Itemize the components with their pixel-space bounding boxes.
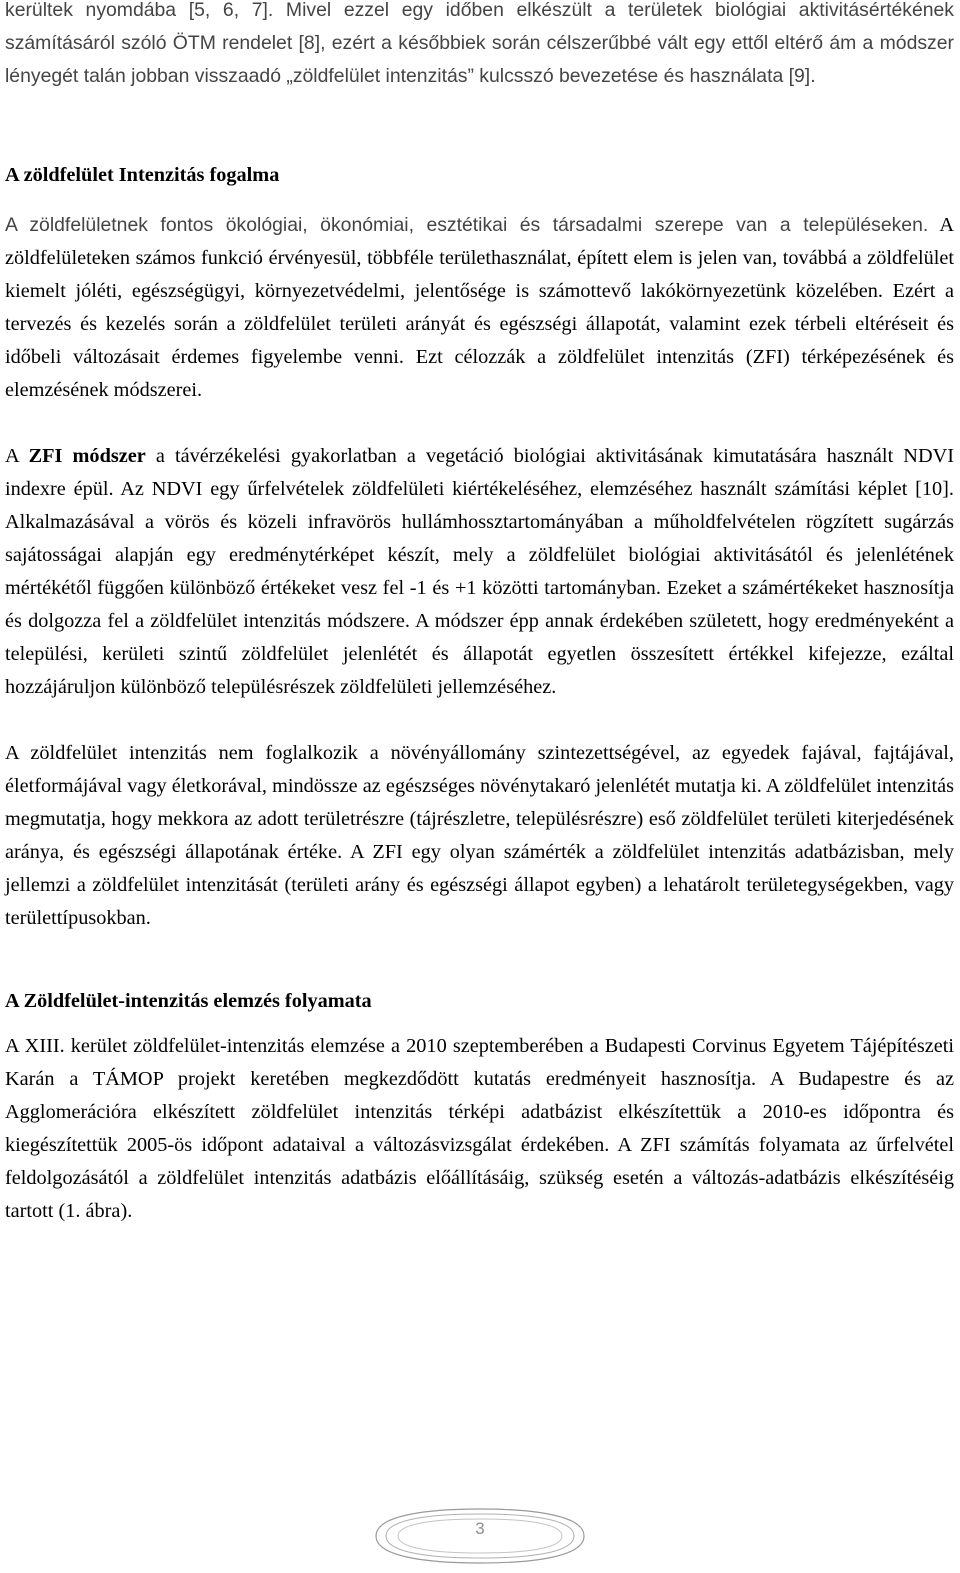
document-page [5, 0, 954, 1228]
section-heading-zfi-process: A Zöldfelület-intenzitás elemzés folyamata [5, 990, 372, 1012]
page-footer [368, 1505, 592, 1567]
paragraph-zfi-concept-lead: A zöldfelületnek fontos ökológiai, ökonómiai, esztétikai és társadalmi szerepe van a településeken. [5, 214, 929, 236]
paragraph-zfi-concept-body: A zöldfelületeken számos funkció érvényesül, többféle területhasználat, épített elem is jelen van, továbbá a zöldfelület kiemelt jóléti, egészségügyi, környezetvédelmi, jelentősége is számottevő lakókörnyezetünk közelében. Ezért a tervezés és kezelés során a zöldfelület területi arányát és egészségi állapotát, valamint ezek térbeli eltéréseit és időbeli változásait érdemes figyelembe venni. Ezt célozzák a zöldfelület intenzitás (ZFI) térképezésének és elemzésének módszerei. [5, 214, 954, 401]
paragraph-zfi-process: A XIII. kerület zöldfelület-intenzitás elemzése a 2010 szeptemberében a Budapesti Corvinus Egyetem Tájépítészeti Karán a TÁMOP projekt keretében megkezdődött kutatás eredményeit hasznosítja. A Budapestre és az Agglomerációra elkészített zöldfelület intenzitás térképi adatbázist elkészítettük a 2010-es időpontra és kiegészítettük 2005-ös időpont adataival a változásvizsgálat érdekében. A ZFI számítás folyamata az űrfelvétel feldolgozásától a zöldfelület intenzitás adatbázis előállításáig, szükség esetén a változás-adatbázis elkészítéséig tartott (1. ábra). [5, 1035, 954, 1222]
paragraph-zfi-method-body: a távérzékelési gyakorlatban a vegetáció biológiai aktivitásának kimutatására használt NDVI indexre épül. Az NDVI egy űrfelvételek zöldfelületi kiértékeléséhez, elemzéséhez használt számítási képlet [10]. Alkalmazásával a vörös és közeli infravörös hullámhossztartományában a műholdfelvételen rögzített sugárzás sajátosságai alapján egy eredménytérképet készít, mely a zöldfelület biológiai aktivitásától és jelenlétének mértékétől függően különböző értékeket vesz fel -1 és +1 közötti tartományban. Ezeket a számértékeket hasznosítja és dolgozza fel a zöldfelület intenzitás módszere. A módszer épp annak érdekében született, hogy eredményeként a települési, kerületi szintű zöldfelület jelenlétét és állapotát egyetlen összesített értékkel kifejezze, ezáltal hozzájáruljon különböző településrészek zöldfelületi jellemzéséhez. [5, 445, 954, 698]
term-zfi-method: ZFI módszer [28, 445, 146, 467]
section-heading-zfi-concept: A zöldfelület Intenzitás fogalma [5, 164, 280, 186]
paragraph-zfi-method [5, 440, 954, 704]
paragraph-zfi-scope: A zöldfelület intenzitás nem foglalkozik a növényállomány szintezettségével, az egyedek fajával, fajtájával, életformájával vagy életkorával, mindössze az egészséges növénytakaró jelenlétét mutatja ki. A zöldfelület intenzitás megmutatja, hogy mekkora az adott területrészre (tájrészletre, településrészre) eső zöldfelület területi kiterjedésének aránya, és egészségi állapotának értéke. A ZFI egy olyan számérték a zöldfelület intenzitás adatbázisban, mely jellemzi a zöldfelület intenzitását (területi arány és egészségi állapot egyben) a lehatárolt területegységekben, vagy területtípusokban. [5, 742, 954, 929]
intro-paragraph: kerültek nyomdába [5, 6, 7]. Mivel ezzel egy időben elkészült a területek biológiai aktivitásértékének számításáról szóló ÖTM rendelet [8], ezért a későbbiek során célszerűbbé vált egy ettől eltérő ám a módszer lényegét talán jobban visszaadó „zöldfelület intenzitás” kulcsszó bevezetése és használata [9]. [5, 0, 954, 87]
page-number: 3 [475, 1519, 485, 1538]
paragraph-zfi-method-start: A [5, 445, 29, 467]
paragraph-zfi-concept [5, 209, 954, 407]
